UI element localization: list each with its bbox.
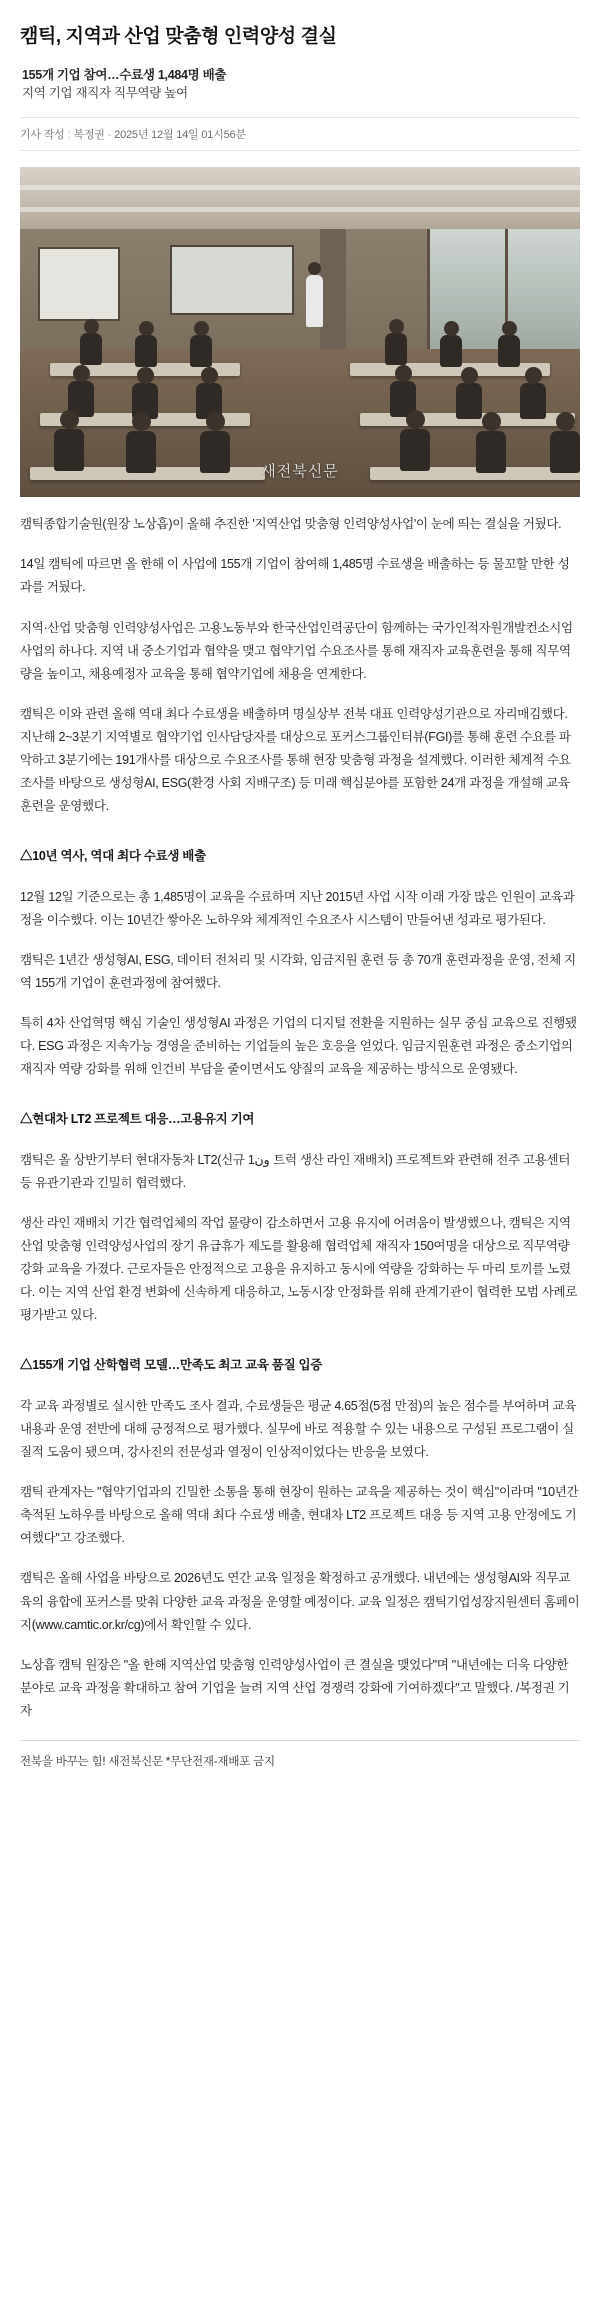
photo-attendee [80, 333, 102, 365]
divider-below-byline [20, 150, 580, 151]
article-paragraph: 노상흡 캠틱 원장은 "올 한해 지역산업 맞춤형 인력양성사업이 큰 결실을 맺었다"며 "내년에는 더욱 다양한 분야로 교육 과정을 확대하고 참여 기업을 늘려 지역 산업 경쟁력 강화에 기여하겠다"고 말했다. /복정권 기자 [20, 1657, 570, 1719]
article-paragraph: 각 교육 과정별로 실시한 만족도 조사 결과, 수료생들은 평균 4.65점(5점 만점)의 높은 점수를 부여하며 교육 내용과 운영 전반에 대해 긍정적으로 평가했다. 실무에 바로 적용할 수 있는 내용으로 구성된 프로그램이 실질적 도움이 됐으며, 강사진의 전문성과 열정이 인상적이었다는 반응을 보였다. [20, 1398, 577, 1459]
photo-attendee-head [137, 367, 154, 384]
photo-pillar [320, 229, 346, 357]
photo-attendee [126, 431, 156, 473]
divider-above-footer [20, 1740, 580, 1741]
article-paragraph: 14일 캠틱에 따르면 올 한해 이 사업에 155개 기업이 참여해 1,485명 수료생을 배출하는 등 물꼬할 만한 성과를 거뒀다. [20, 557, 570, 595]
article-paragraph: 지역·산업 맞춤형 인력양성사업은 고용노동부와 한국산업인력공단이 함께하는 국가인적자원개발컨소시엄사업의 하나다. 지역 내 중소기업과 협약을 맺고 협약기업 수요조사를 통해 재직자 교육훈련을 통해 직무역량을 높이고, 채용예정자 교육을 통해 협약기업에 채용을 연계한다. [20, 620, 573, 681]
photo-attendee [550, 431, 580, 473]
photo-attendee-head [461, 367, 478, 384]
photo-ceiling-strip-2 [20, 207, 580, 212]
article-photo-figure [20, 167, 580, 497]
photo-attendee-head [406, 410, 425, 429]
article-paragraph: 캠틱은 올해 사업을 바탕으로 2026년도 연간 교육 일정을 확정하고 공개했다. 내년에는 생성형AI와 직무교육의 융합에 포커스를 맞춰 다양한 교육 과정을 운영할 예정이다. 교육 일정은 캠틱기업성장지원센터 홈페이지(www.camtic.or.kr/cg)에서 확인할 수 있다. [20, 1571, 580, 1632]
photo-attendee [385, 333, 407, 365]
article-paragraph: 캠틱종합기술원(원장 노상흡)이 올해 추진한 '지역산업 맞춤형 인력양성사업'이 눈에 띄는 결실을 거뒀다. [20, 517, 562, 532]
article-section-heading: △현대차 LT2 프로젝트 대응…고용유지 기여 [20, 1111, 255, 1126]
subhead-primary: 155개 기업 참여…수료생 1,484명 배출 [22, 67, 227, 82]
subhead-group [22, 66, 580, 104]
photo-presenter [306, 275, 323, 327]
photo-attendee-head [395, 365, 412, 382]
article-paragraph: 12월 12일 기준으로는 총 1,485명이 교육을 수료하며 지난 2015년 사업 시작 이래 가장 많은 인원이 교육과정을 이수했다. 이는 10년간 쌓아온 노하우와 체계적인 수요조사 시스템이 만들어낸 성과로 평가된다. [20, 889, 575, 927]
byline-separator-1: : [67, 129, 71, 142]
photo-whiteboard [38, 247, 120, 321]
photo-attendee-head [482, 412, 501, 431]
photo-attendee [190, 335, 212, 367]
byline-label: 기사 작성 [20, 129, 65, 142]
article-paragraph: 캠틱은 이와 관련 올해 역대 최다 수료생을 배출하며 명실상부 전북 대표 인력양성기관으로 자리매김했다. 지난해 2~3분기 지역별로 협약기업 인사담당자를 대상으로 포커스그룹인터뷰(FGI)를 통해 훈련 수요를 파악하고 3분기에는 191개사를 대상으로 수요조사를 통해 현장 맞춤형 과정을 설계했다. 이러한 체계적 수요조사를 바탕으로 생성형AI, ESG(환경 사회 지배구조) 등 미래 핵심분야를 포함한 24개 과정을 개설해 교육 훈련을 운영했다. [20, 706, 571, 814]
article-paragraph: 캠틱은 올 상반기부터 현대자동차 LT2(신규 1ون 트럭 생산 라인 재배치) 프로젝트와 관련해 전주 고용센터 등 유관기관과 긴밀히 협력했다. [20, 1152, 571, 1190]
article-section-heading: △10년 역사, 역대 최다 수료생 배출 [20, 848, 206, 863]
photo-attendee [476, 431, 506, 473]
photo-attendee-head [60, 410, 79, 429]
photo-projection-screen [170, 245, 294, 315]
photo-attendee [456, 383, 482, 419]
divider-above-byline [20, 117, 580, 118]
article-paragraph: 생산 라인 재배치 기간 협력업체의 작업 물량이 감소하면서 고용 유지에 어려움이 발생했으나, 캠틱은 지역산업 맞춤형 인력양성사업의 장기 유급휴가 제도를 활용해 협력업체 재직자 150여명을 대상으로 직무역량 강화 교육을 가졌다. 근로자들은 안정적으로 고용을 유지하고 동시에 역량을 강화하는 두 마리 토끼를 노렸다. 이는 지역 산업 환경 변화에 신속하게 대응하고, 노동시장 안정화를 위해 관계기관이 협력한 모범 사례로 평가받고 있다. [20, 1215, 578, 1323]
photo-attendee-head [132, 412, 151, 431]
subhead-secondary: 지역 기업 재직자 직무역량 높여 [22, 86, 188, 101]
photo-attendee-head [73, 365, 90, 382]
byline-date: 2025년 12월 14일 01시56분 [114, 129, 246, 142]
photo-ceiling-strip-1 [20, 185, 580, 190]
photo-credit: 새전북신문 [261, 464, 339, 481]
copyright-notice: 전북을 바꾸는 힘! 새전북신문 *무단전재-재배포 금지 [20, 1756, 275, 1769]
page-title: 캠틱, 지역과 산업 맞춤형 인력양성 결실 [20, 26, 337, 47]
photo-attendee-head [556, 412, 575, 431]
article-section-heading: △155개 기업 산학협력 모델…만족도 최고 교육 품질 입증 [20, 1357, 323, 1372]
article-photo [20, 167, 580, 497]
photo-attendee-head [201, 367, 218, 384]
photo-attendee [498, 335, 520, 367]
byline [20, 126, 580, 150]
photo-attendee [440, 335, 462, 367]
photo-attendee [200, 431, 230, 473]
byline-author[interactable]: 복정권 [73, 129, 105, 142]
photo-attendee [135, 335, 157, 367]
article-paragraph: 캠틱 관계자는 "협약기업과의 긴밀한 소통을 통해 현장이 원하는 교육을 제공하는 것이 핵심"이라며 "10년간 축적된 노하우를 바탕으로 올해 역대 최다 수료생 배출, 현대차 LT2 프로젝트 대응 등 지역 고용 안정에도 기여했다"고 강조했다. [20, 1485, 579, 1546]
article-body [20, 513, 580, 1723]
byline-separator-2: - [107, 129, 112, 142]
article-paragraph: 캠틱은 1년간 생성형AI, ESG, 데이터 전처리 및 시각화, 임금지원 훈련 등 총 70개 훈련과정을 운영, 전체 지역 155개 기업이 훈련과정에 참여했다. [20, 952, 576, 991]
article-paragraph: 특히 4차 산업혁명 핵심 기술인 생성형AI 과정은 기업의 디지털 전환을 지원하는 실무 중심 교육으로 진행됐다. ESG 과정은 지속가능 경영을 준비하는 기업들의 높은 호응을 얻었다. 임금지원훈련 과정은 중소기업의 재직자 역량 강화를 위해 인건비 부담을 줄이면서도 양질의 교육을 제공하는 방식으로 운영됐다. [20, 1016, 577, 1077]
photo-attendee-head [206, 412, 225, 431]
photo-attendee [400, 429, 430, 471]
photo-attendee-head [525, 367, 542, 384]
photo-attendee [54, 429, 84, 471]
photo-attendee [520, 383, 546, 419]
